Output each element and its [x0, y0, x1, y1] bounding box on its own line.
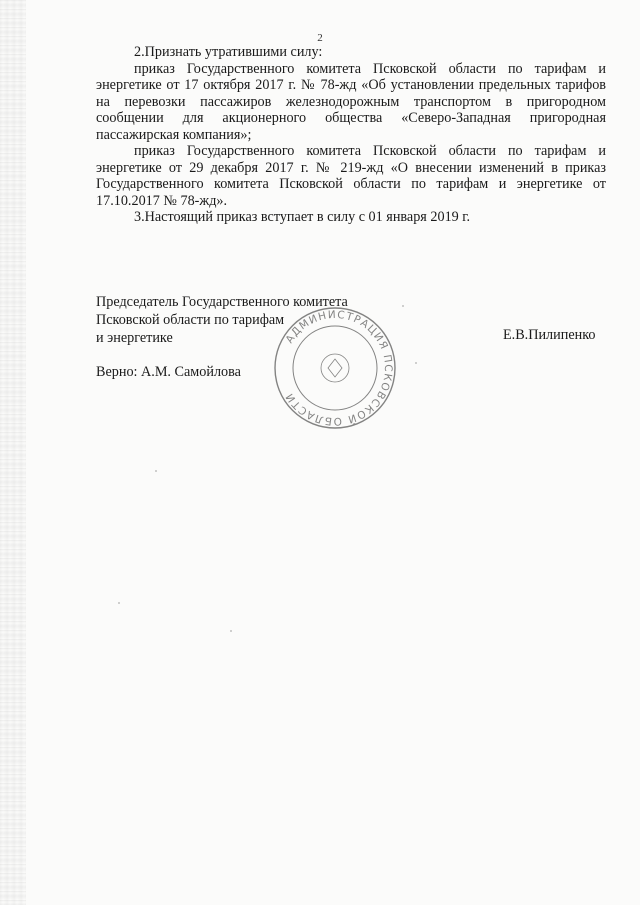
document-body — [96, 44, 606, 226]
signatory-position-line: и энергетике — [96, 330, 173, 346]
signatory-position-line: Председатель Государственного комитета — [96, 294, 348, 310]
page-number: 2 — [317, 32, 323, 44]
official-seal-stamp — [272, 305, 398, 431]
seal-text: АДМИНИСТРАЦИЯ ПСКОВСКОЙ ОБЛАСТИ — [283, 308, 395, 428]
signatory-position-line: Псковской области по тарифам — [96, 312, 285, 328]
verified-by: Верно: А.М. Самойлова — [96, 364, 241, 380]
signatory-name: Е.В.Пилипенко — [503, 327, 596, 343]
paragraph-item-2: 2.Признать утратившими силу: — [134, 44, 323, 60]
paragraph-order-219: приказ Государственного комитета Псковской области по тарифам и энергетике от 29 декабря 2017 г. № 219-жд «О внесении изменений в приказ Государственного комитета Псковской области по тарифам и энергетике от 17.10.2017 № 78-жд». — [96, 143, 606, 209]
scan-noise-edge — [0, 0, 26, 905]
paragraph-item-3: 3.Настоящий приказ вступает в силу с 01 января 2019 г. — [134, 209, 471, 225]
paragraph-order-78: приказ Государственного комитета Псковской области по тарифам и энергетике от 17 октября 2017 г. № 78-жд «Об установлении предельных тарифов на перевозки пассажиров железнодорожным транспортом в пригородном сообщении для акционерного общества «Северо-Западная пригородная пассажирская компания»; — [96, 60, 606, 143]
